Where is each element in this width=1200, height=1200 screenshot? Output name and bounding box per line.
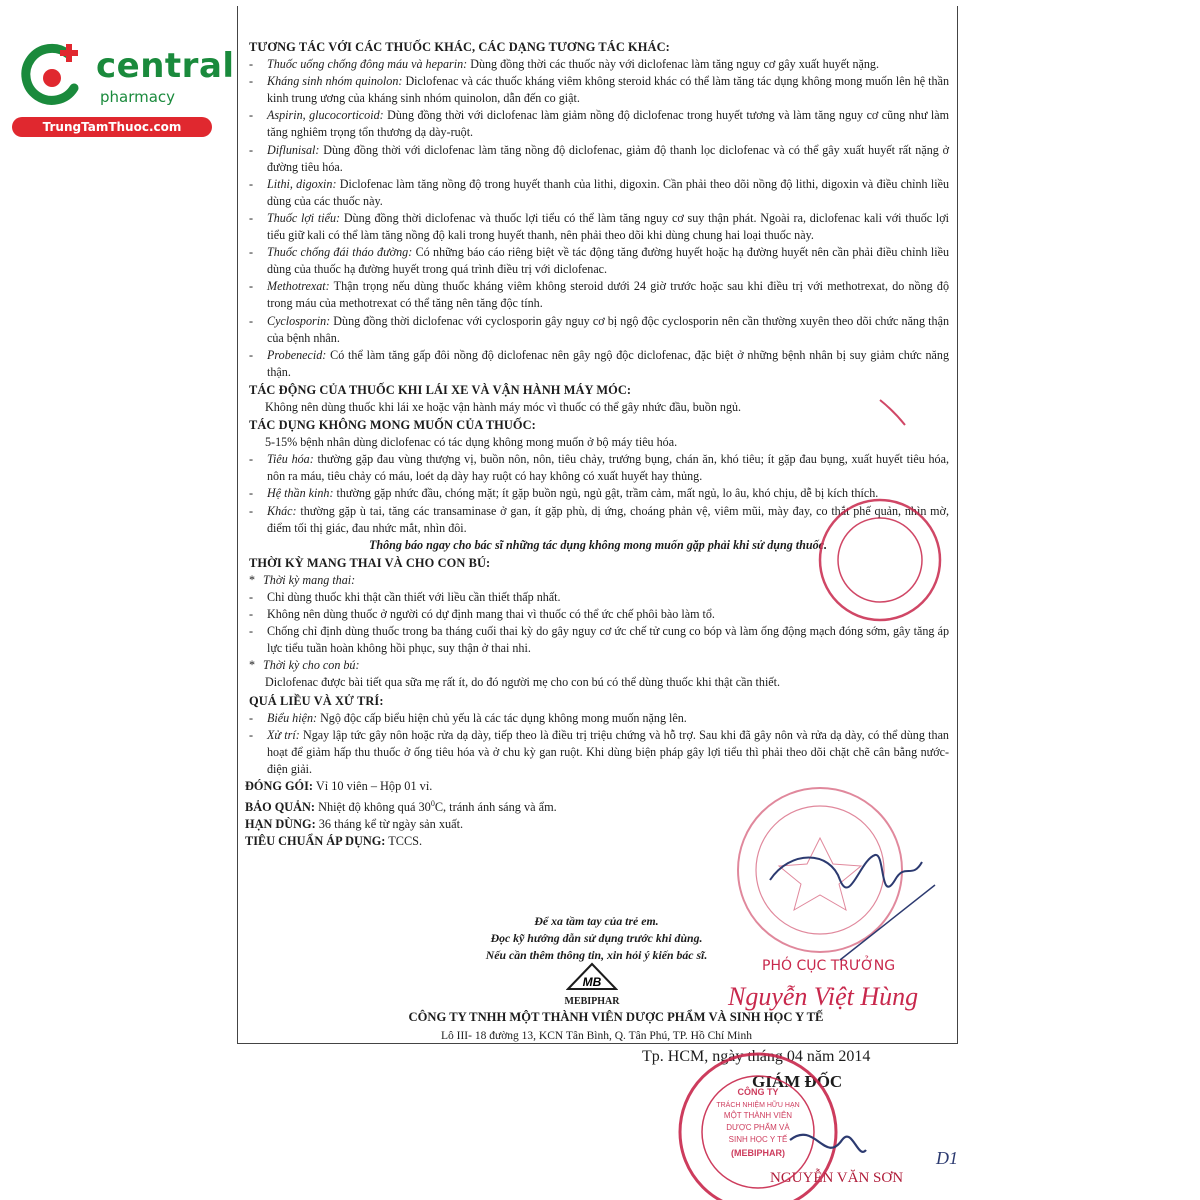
bullet-dash: -: [249, 710, 254, 725]
stamp-line-2: TRÁCH NHIỆM HỮU HẠN: [716, 1102, 800, 1109]
interaction-term: Thuốc uống chống đông máu và heparin:: [267, 57, 468, 72]
overdose-item: [247, 710, 949, 727]
interaction-item: [247, 347, 949, 381]
interaction-text: Có thể làm tăng gấp đôi nồng độ diclofenac nên gây ngộ độc diclofenac, đặc biệt ở những bệnh nhân bị suy giảm chức năng thận.: [267, 347, 949, 379]
mebiphar-logo-text: MB: [582, 975, 602, 989]
pregnancy-text: Chống chỉ định dùng thuốc trong ba tháng cuối thai kỳ do gây nguy cơ ức chế tử cung co bóp và làm ống động mạch đóng sớm, gây tăng áp lực tiểu tuần hoàn không hồi phục, suy thận ở thai nhi.: [267, 624, 949, 656]
interaction-term: Thuốc chống đái tháo đường:: [267, 245, 413, 260]
interaction-text: Dùng đồng thời diclofenac với cyclosporin gây nguy cơ bị ngộ độc cyclosporin nên cần thường xuyên theo dõi chức năng thận của bệnh nhân.: [267, 313, 949, 345]
bullet-dash: -: [249, 57, 254, 72]
interaction-text: Dùng đồng thời với diclofenac làm giảm nồng độ diclofenac trong huyết tương và làm tăng nguy cơ cũng như làm tăng nghiêm trọng tổn thương dạ dày-ruột.: [267, 108, 949, 140]
adverse-list: [247, 451, 949, 536]
interaction-item: [247, 210, 949, 244]
bullet-dash: -: [249, 347, 254, 362]
interaction-item: [247, 73, 949, 107]
interaction-term: Probenecid:: [267, 347, 327, 362]
pharmacy-cross-logo-icon: [16, 40, 88, 112]
driving-text: Không nên dùng thuốc khi lái xe hoặc vận hành máy móc vì thuốc có thể gây nhức đầu, buồn ngủ.: [265, 399, 742, 414]
adverse-text: thường gặp nhức đầu, chóng mặt; ít gặp buồn ngủ, ngủ gật, trầm cảm, mất ngủ, lo âu, khó chịu, dễ bị kích thích.: [333, 486, 879, 501]
adverse-text: thường gặp ù tai, tăng các transaminase ở gan, ít gặp phù, dị ứng, choáng phản vệ, viêm mũi, mày đay, co thắt phế quản, nhìn mờ, điểm tối thị giác, đau nhức mắt, nhìn đôi.: [267, 503, 949, 535]
brand-name: central: [96, 46, 235, 86]
pregnancy-text: Không nên dùng thuốc ở người có dự định mang thai vì thuốc có thể ức chế phôi bào làm tổ.: [267, 607, 715, 622]
stamp-line-3: MỘT THÀNH VIÊN: [723, 1111, 793, 1120]
section-heading-overdose: QUÁ LIỀU VÀ XỬ TRÍ:: [249, 693, 384, 708]
adverse-item: [247, 451, 949, 485]
deputy-title: PHÓ CỤC TRƯỞNG: [762, 958, 896, 974]
shelf-life-label: HẠN DÙNG:: [245, 817, 316, 832]
handwritten-initials: D1: [936, 1148, 958, 1168]
shelf-life-value: 36 tháng kể từ ngày sản xuất.: [315, 817, 464, 832]
interaction-text: Dùng đồng thời với diclofenac làm tăng nồng độ diclofenac, giảm độ thanh lọc diclofenac và có thể gây xuất huyết rất nặng ở đường tiêu hóa.: [267, 142, 949, 174]
signature-date: Tp. HCM, ngày tháng 04 năm 2014: [642, 1048, 871, 1065]
interaction-item: [247, 244, 949, 278]
interaction-text: Diclofenac và các thuốc kháng viêm không steroid khác có thể làm tăng tác dụng không mong muốn lên hệ thần kinh trung ương của kháng sinh nhóm quinolon, dẫn đến co giật.: [267, 74, 949, 106]
pregnancy-list: [247, 589, 949, 657]
packaging-label: ĐÓNG GÓI:: [245, 779, 313, 794]
interaction-item: [247, 56, 949, 73]
bullet-dash: -: [249, 503, 254, 518]
overdose-term: Biểu hiện:: [267, 710, 318, 725]
deputy-name-signature: Nguyễn Việt Hùng: [728, 982, 919, 1011]
breastfeeding-subheading-text: Thời kỳ cho con bú:: [263, 658, 360, 673]
bullet-dash: -: [249, 452, 254, 467]
stamp-line-4: DƯỢC PHẨM VÀ: [726, 1123, 790, 1132]
stamp-line-5: SINH HỌC Y TẾ: [728, 1135, 788, 1144]
section-heading-interactions: TƯƠNG TÁC VỚI CÁC THUỐC KHÁC, CÁC DẠNG TƯƠNG TÁC KHÁC:: [249, 40, 670, 54]
interaction-term: Methotrexat:: [267, 279, 330, 294]
storage-value: Nhiệt độ không quá 30: [315, 800, 431, 815]
overdose-term: Xử trí:: [267, 727, 300, 742]
interaction-text: Dùng đồng thời các thuốc này với diclofenac làm tăng nguy cơ gây xuất huyết nặng.: [467, 57, 879, 72]
brand-site[interactable]: TrungTamThuoc.com: [12, 117, 212, 137]
interaction-text: Có những báo cáo riêng biệt về tác động tăng đường huyết hoặc hạ đường huyết nên cần phải điều chỉnh liều dùng của thuốc hạ đường huyết trong quá trình điều trị với diclofenac.: [267, 245, 950, 277]
adverse-item: [247, 485, 949, 502]
pregnancy-text: Chỉ dùng thuốc khi thật cần thiết với liều cần thiết thấp nhất.: [267, 590, 561, 604]
overdose-item: [247, 727, 949, 778]
pregnancy-item: [247, 589, 949, 606]
mebiphar-logo-icon: [566, 962, 618, 992]
bullet-dash: -: [249, 74, 254, 89]
bullet-dash: -: [249, 279, 254, 294]
shelf-life-line: [245, 816, 949, 833]
bullet-dash: -: [249, 108, 254, 123]
company-name: CÔNG TY TNHH MỘT THÀNH VIÊN DƯỢC PHẨM VÀ SINH HỌC Y TẾ: [408, 1010, 824, 1024]
pregnancy-subheading: * Thời kỳ mang thai:: [249, 572, 356, 587]
interaction-item: [247, 107, 949, 141]
bullet-dash: -: [249, 727, 254, 742]
section-heading-driving: TÁC ĐỘNG CỦA THUỐC KHI LÁI XE VÀ VẬN HÀNH MÁY MÓC:: [249, 382, 632, 397]
interaction-term: Diflunisal:: [267, 142, 320, 157]
interaction-item: [247, 176, 949, 210]
mebiphar-name: MEBIPHAR: [564, 996, 620, 1007]
adverse-intro: 5-15% bệnh nhân dùng diclofenac có tác dụng không mong muốn ở bộ máy tiêu hóa.: [265, 435, 678, 450]
signature-title: GIÁM ĐỐC: [752, 1072, 843, 1091]
bullet-dash: -: [249, 486, 254, 501]
bullet-dash: -: [249, 590, 254, 604]
breastfeeding-subheading: * Thời kỳ cho con bú:: [249, 658, 360, 673]
adverse-notice: Thông báo ngay cho bác sĩ những tác dụng không mong muốn gặp phải khi sử dụng thuốc.: [368, 537, 828, 552]
stamp-line-6: (MEBIPHAR): [731, 1148, 785, 1158]
standard-line: [245, 833, 949, 850]
pregnancy-subheading-text: Thời kỳ mang thai:: [263, 572, 356, 587]
storage-label: BẢO QUẢN:: [245, 800, 316, 815]
storage-value-end: C, tránh ánh sáng và ẩm.: [434, 800, 557, 815]
interaction-item: [247, 142, 949, 176]
footer-warning-1: Để xa tầm tay của trẻ em.: [534, 914, 659, 928]
footer-warning-3: Nếu cần thêm thông tin, xin hỏi ý kiến bác sĩ.: [485, 948, 708, 962]
footer-warning-2: Đọc kỹ hướng dẫn sử dụng trước khi dùng.: [490, 931, 703, 945]
overdose-list: [247, 710, 949, 778]
signature-name: NGUYỄN VĂN SƠN: [770, 1170, 904, 1186]
packaging-line: [245, 778, 949, 795]
director-signature-icon: [790, 1135, 866, 1152]
interaction-term: Thuốc lợi tiểu:: [267, 210, 341, 225]
interaction-text: Diclofenac làm tăng nồng độ trong huyết thanh của lithi, digoxin. Cần phải theo dõi nồng độ lithi, digoxin và điều chỉnh liều dùng của các thuốc này.: [267, 176, 950, 208]
adverse-term: Khác:: [267, 503, 297, 518]
section-heading-pregnancy: THỜI KỲ MANG THAI VÀ CHO CON BÚ:: [249, 555, 491, 570]
storage-line: [245, 795, 949, 816]
interaction-term: Cyclosporin:: [267, 313, 331, 328]
standard-value: TCCS.: [385, 834, 423, 849]
storage-degree: 0: [430, 799, 435, 809]
bullet-dash: -: [249, 245, 254, 260]
overdose-text: Ngộ độc cấp biểu hiện chủ yếu là các tác dụng không mong muốn nặng lên.: [317, 710, 687, 725]
adverse-text: thường gặp đau vùng thượng vị, buồn nôn, nôn, tiêu chảy, trướng bụng, chán ăn, khó tiêu; ít gặp đau bụng, xuất huyết tiêu hóa, nôn ra máu, tiêu chảy có máu, loét dạ dày hay ruột có hay không có xuất huyết hay thủng.: [267, 452, 949, 484]
company-address: Lô III- 18 đường 13, KCN Tân Bình, Q. Tân Phú, TP. Hồ Chí Minh: [441, 1030, 752, 1042]
bullet-dash: -: [249, 624, 254, 639]
document-body: [247, 38, 949, 851]
standard-label: TIÊU CHUẨN ÁP DỤNG:: [245, 834, 386, 849]
pregnancy-item: [247, 623, 949, 657]
interaction-term: Kháng sinh nhóm quinolon:: [267, 74, 403, 89]
stamp-line-1: CÔNG TY: [737, 1087, 779, 1097]
breastfeeding-text: Diclofenac được bài tiết qua sữa mẹ rất ít, do đó người mẹ cho con bú có thể dùng thuốc khi thật cần thiết.: [265, 675, 781, 690]
bullet-dash: -: [249, 607, 254, 622]
section-heading-adverse: TÁC DỤNG KHÔNG MONG MUỐN CỦA THUỐC:: [249, 418, 536, 433]
overdose-text: Ngay lập tức gây nôn hoặc rửa dạ dày, tiếp theo là điều trị triệu chứng và hỗ trợ. Sau khi đã gây nôn và rửa dạ dày, có thể dùng than hoạt để giảm hấp thu thuốc ở ống tiêu hóa và ở chu kỳ gan ruột. Khi dùng biện pháp gây lợi tiểu thì phải theo dõi chặt chẽ cân bằng nước-điện giải.: [267, 727, 949, 776]
interaction-term: Aspirin, glucocorticoid:: [267, 108, 384, 123]
bullet-dash: -: [249, 210, 254, 225]
bullet-dash: -: [249, 142, 254, 157]
brand-sub: pharmacy: [100, 88, 176, 106]
interactions-list: [247, 56, 949, 381]
adverse-term: Hệ thần kinh:: [267, 486, 334, 501]
interaction-item: [247, 278, 949, 312]
interaction-item: [247, 313, 949, 347]
packaging-value: Vỉ 10 viên – Hộp 01 vỉ.: [312, 779, 433, 794]
bullet-dash: -: [249, 176, 254, 191]
adverse-item: [247, 503, 949, 537]
interaction-text: Thận trọng nếu dùng thuốc kháng viêm không steroid dưới 24 giờ trước hoặc sau khi điều trị với methotrexat, do nồng độ trong máu của methotrexat có thể tăng nên tăng độc tính.: [267, 279, 949, 311]
central-pharmacy-logo[interactable]: [8, 36, 235, 136]
adverse-term: Tiêu hóa:: [267, 452, 314, 467]
interaction-term: Lithi, digoxin:: [267, 176, 337, 191]
pregnancy-item: [247, 606, 949, 623]
interaction-text: Dùng đồng thời diclofenac và thuốc lợi tiểu có thể làm tăng nguy cơ suy thận phát. Ngoài ra, diclofenac kali với thuốc lợi tiểu giữ kali có thể làm tăng nồng độ kali trong huyết thanh, nên phải theo dõi khi dùng chung hai loại thuốc này.: [267, 210, 949, 243]
bullet-dash: -: [249, 313, 254, 328]
